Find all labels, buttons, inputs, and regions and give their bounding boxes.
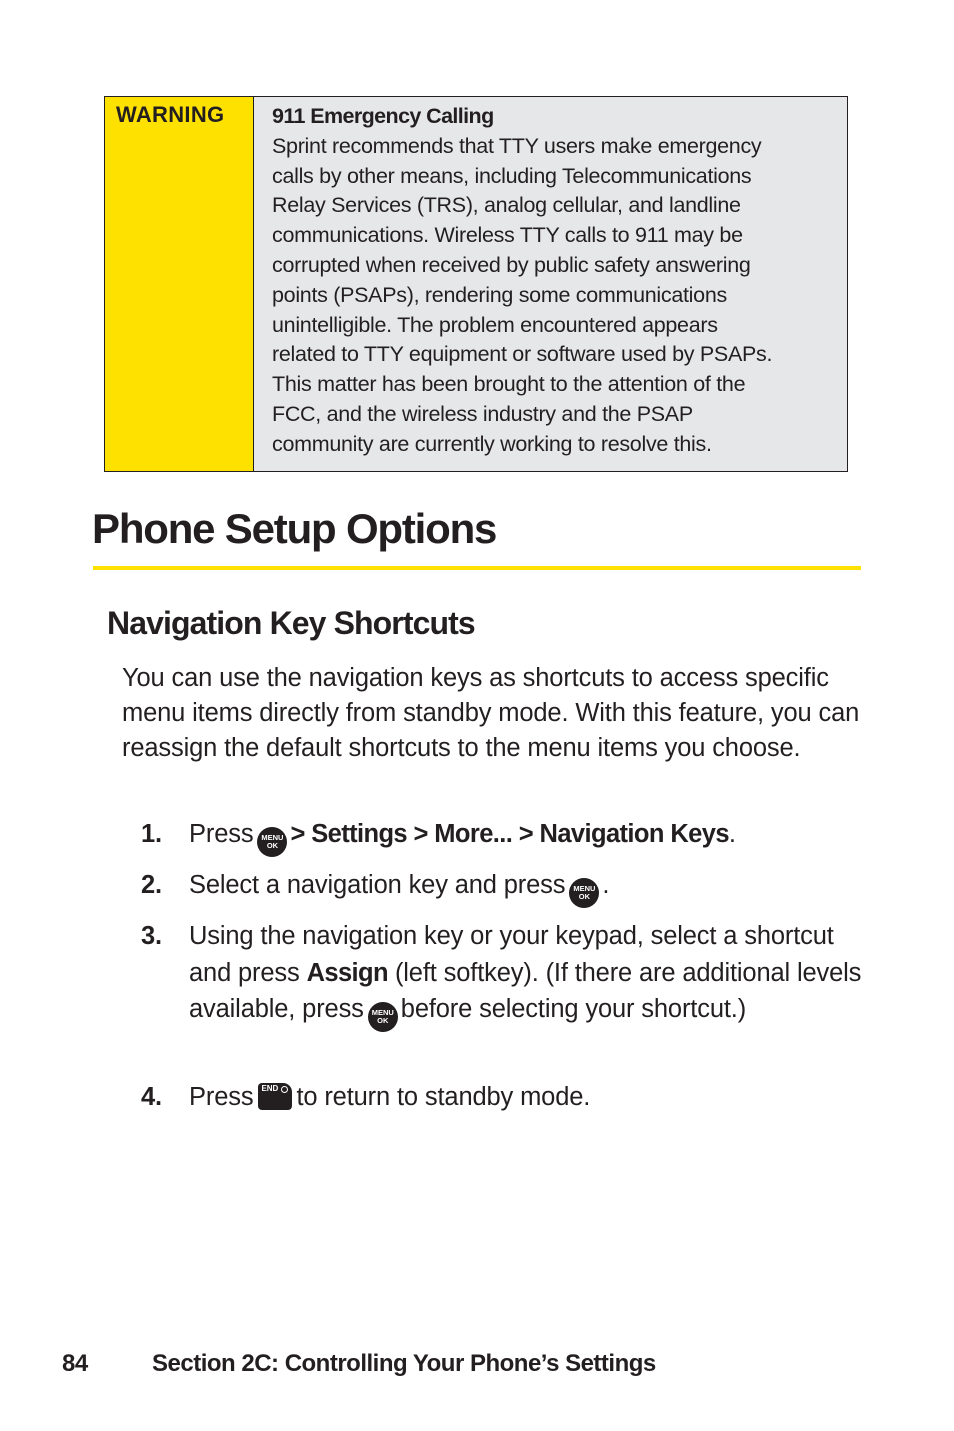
step-text: Select a navigation key and press (189, 871, 566, 899)
warning-label-cell (105, 97, 254, 471)
page-number: 84 (62, 1350, 88, 1377)
step-text: to return to standby mode. (296, 1083, 591, 1111)
warning-box (104, 96, 848, 472)
title-rule (93, 566, 861, 570)
step-body (189, 867, 869, 908)
step-body (189, 1079, 869, 1116)
step-text: Press (189, 1083, 254, 1111)
menu-ok-key-icon: MENU OK (368, 1002, 398, 1032)
step-number: 3. (141, 922, 162, 950)
step-body (189, 918, 869, 1032)
step-text: (left softkey). (If there are additional levels available, press (189, 958, 862, 1023)
intro-paragraph: You can use the navigation keys as shortcuts to access specific menu items directly from standby mode. With this feature, you can reassign the default shortcuts to the menu items you choose. (122, 664, 860, 762)
page-title: Phone Setup Options (92, 505, 497, 552)
warning-text: Sprint recommends that TTY users make emergency calls by other means, including Telecommunications Relay Services (TRS), analog cellular, and landline communications. Wireless TTY calls to 911 may be corrupted when received by public safety answering points (PSAPs), rendering some communications unintelligible. The problem encountered appears related to TTY equipment or software used by PSAPs. This matter has been brought to the attention of the FCC, and the wireless industry and the PSAP community are currently working to resolve this. (272, 133, 773, 456)
power-icon (281, 1086, 288, 1093)
menu-path: > Settings > More... > Navigation Keys (290, 820, 729, 848)
section-heading: Navigation Key Shortcuts (107, 605, 475, 641)
assign-softkey-label: Assign (306, 958, 388, 987)
step-text: Using the navigation key or your keypad, select a shortcut and press (189, 922, 834, 987)
menu-ok-key-icon: MENU OK (569, 878, 599, 908)
step-end: . (602, 871, 610, 899)
step-number: 2. (141, 871, 162, 899)
step-text: Press (189, 820, 254, 848)
end-key-icon: END (258, 1083, 292, 1110)
step-number: 4. (141, 1083, 162, 1111)
footer-section-title: Section 2C: Controlling Your Phone’s Settings (152, 1350, 656, 1377)
warning-title: 911 Emergency Calling (272, 104, 494, 128)
warning-body (254, 97, 847, 471)
step-text: before selecting your shortcut.) (400, 995, 747, 1023)
step-number: 1. (141, 820, 162, 848)
step-end: . (728, 820, 736, 848)
step-body (189, 816, 869, 857)
menu-ok-key-icon: MENU OK (257, 827, 287, 857)
warning-label: WARNING (116, 102, 225, 127)
